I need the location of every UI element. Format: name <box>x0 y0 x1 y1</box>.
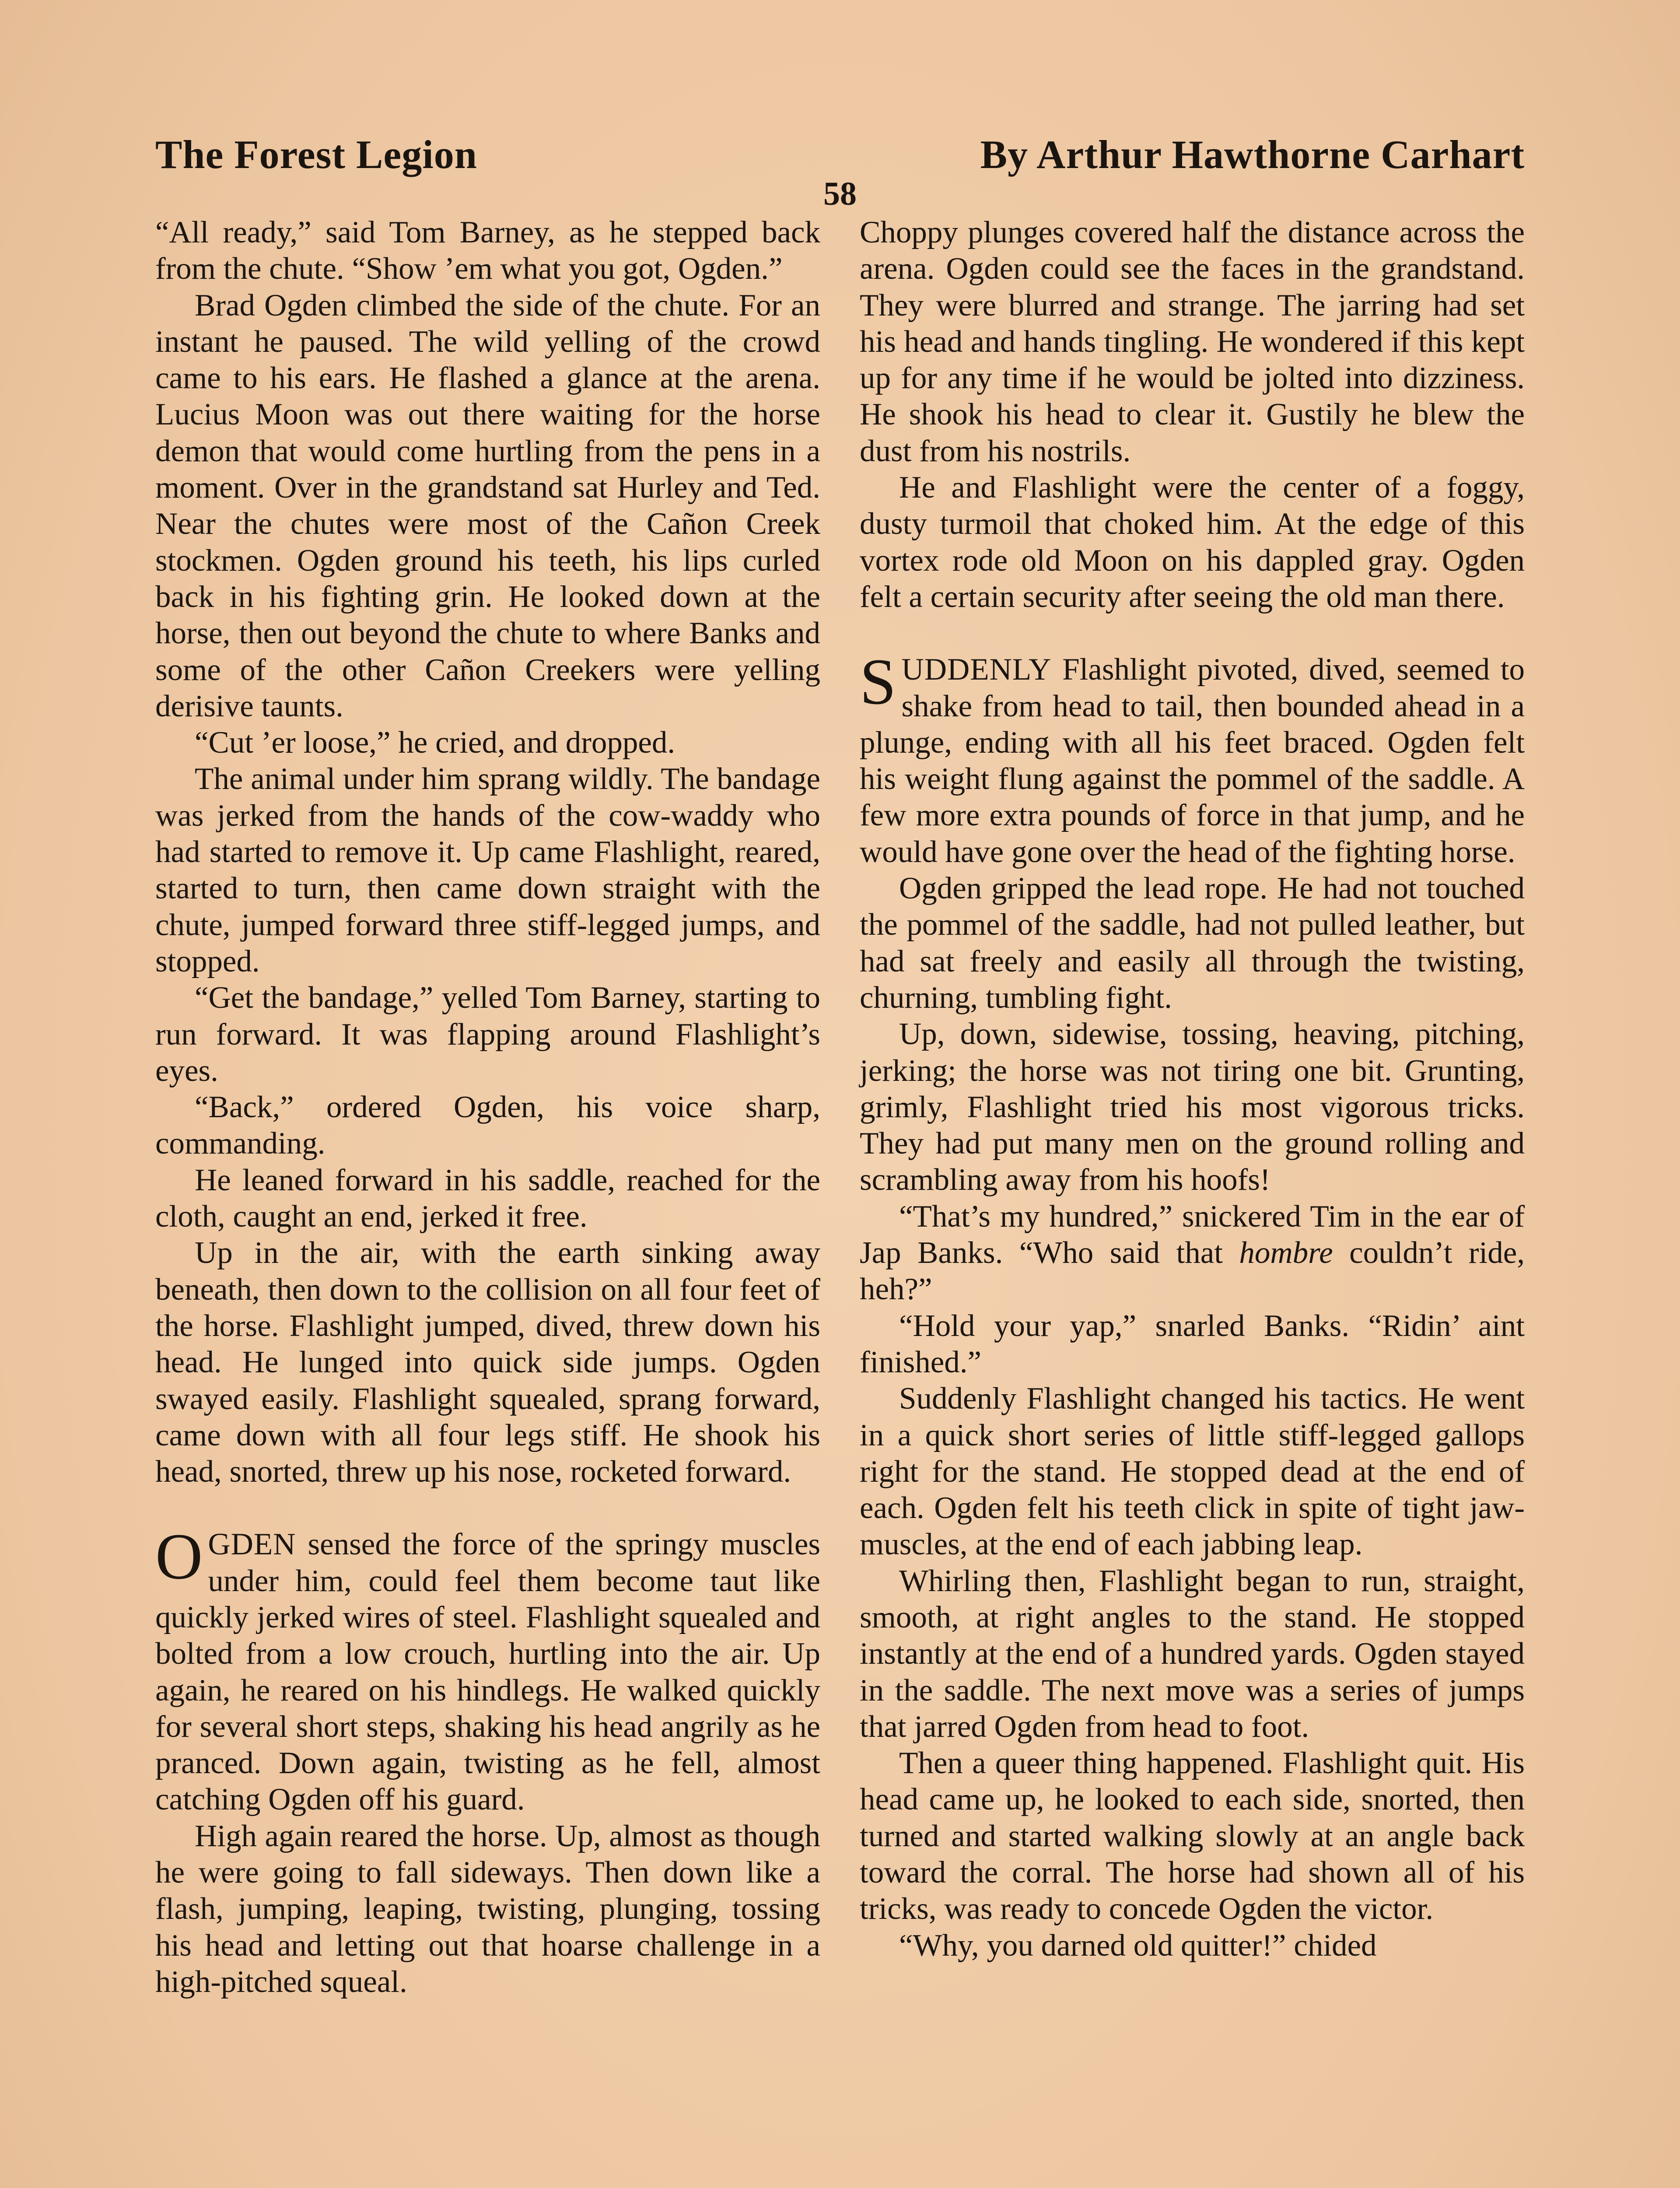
paragraph-text: sensed the force of the springy muscles under him, could feel them become taut like quickly jerked wires of steel. Flashlight squealed and bolted from a low crouch, hurtling into the air. Up again, he reared on his hindlegs. He walked quickly for several short steps, shaking his head angrily as he pranced. Down again, twisting as he fell, almost catching Ogden off his guard. <box>155 1527 820 1817</box>
page-number: 58 <box>823 175 857 212</box>
paragraph: “All ready,” said Tom Barney, as he stepped back from the chute. “Show ’em what you got, Ogden.” <box>155 215 820 286</box>
paragraph: Up, down, sidewise, tossing, heaving, pitching, jerking; the horse was not tiring one bit. Grunting, grimly, Flashlight tried his most vigorous tricks. They had put many men on the ground rolling and scrambling away from his hoofs! <box>860 1017 1525 1197</box>
drop-cap-letter: O <box>155 1520 203 1593</box>
drop-cap-paragraph <box>860 645 1525 870</box>
paragraph: High again reared the horse. Up, almost as though he were going to fall sideways. Then down like a flash, jumping, leaping, twisting, plunging, tossing his head and letting out that hoarse challenge in a high-pitched squeal. <box>155 1819 820 1999</box>
paragraph-text: couldn’t ride, heh?” <box>860 1236 1525 1307</box>
left-column <box>155 214 820 2000</box>
paragraph: Whirling then, Flashlight began to run, straight, smooth, at right angles to the stand. He stopped instantly at the end of a hundred yards. Ogden stayed in the saddle. The next move was a series of jumps that jarred Ogden from head to foot. <box>860 1564 1525 1744</box>
paragraph-text: “That’s my hundred,” snickered Tim in the ear of Jap Banks. “Who said that <box>860 1199 1525 1270</box>
paragraph: Brad Ogden climbed the side of the chute. For an instant he paused. The wild yelling of the crowd came to his ears. He flashed a glance at the arena. Lucius Moon was out there waiting for the horse demon that would come hurtling from the pens in a moment. Over in the grandstand sat Hurley and Ted. Near the chutes were most of the Cañon Creek stockmen. Ogden ground his teeth, his lips curled back in his fighting grin. He looked down at the horse, then out beyond the chute to where Banks and some of the other Cañon Creekers were yelling derisive taunts. <box>155 288 820 723</box>
paragraph: Ogden gripped the lead rope. He had not touched the pommel of the saddle, had not pulled leather, but had sat freely and easily all through the twisting, churning, tumbling fight. <box>860 871 1525 1015</box>
story-title: The Forest Legion <box>155 132 477 177</box>
drop-cap-paragraph <box>155 1520 820 1818</box>
paragraph <box>860 1199 1525 1308</box>
paragraph: Then a queer thing happened. Flashlight quit. His head came up, he looked to each side, snorted, then turned and started walking slowly at an angle back toward the corral. The horse had shown all of his tricks, was ready to concede Ogden the victor. <box>860 1746 1525 1926</box>
paragraph: “Get the bandage,” yelled Tom Barney, starting to run forward. It was flapping around Flashlight’s eyes. <box>155 981 820 1088</box>
paragraph: “Hold your yap,” snarled Banks. “Ridin’ aint finished.” <box>860 1308 1525 1379</box>
drop-cap-word: GDEN <box>208 1527 296 1562</box>
author-byline: By Arthur Hawthorne Carhart <box>980 132 1525 177</box>
paragraph: He leaned forward in his saddle, reached for the cloth, caught an end, jerked it free. <box>155 1163 820 1234</box>
paragraph: Up in the air, with the earth sinking away beneath, then down to the collision on all four feet of the horse. Flashlight jumped, dived, threw down his head. He lunged into quick side jumps. Ogden swayed easily. Flashlight squealed, sprang forward, came down with all four legs stiff. He shook his head, snorted, threw up his nose, rocketed forward. <box>155 1236 820 1489</box>
drop-cap-word: UDDENLY <box>901 652 1052 687</box>
paragraph: “Cut ’er loose,” he cried, and dropped. <box>195 726 676 760</box>
paragraph: The animal under him sprang wildly. The bandage was jerked from the hands of the cow-waddy who had started to remove it. Up came Flashlight, reared, started to turn, then came down straight with the chute, jumped forward three stiff-legged jumps, and stopped. <box>155 762 820 978</box>
paragraph: “Why, you darned old quitter!” chided <box>899 1928 1377 1963</box>
drop-cap-letter: S <box>860 645 896 719</box>
paragraph: Choppy plunges covered half the distance across the arena. Ogden could see the faces in the grandstand. They were blurred and strange. The jarring had set his head and hands tingling. He wondered if this kept up for any time if he would be jolted into dizziness. He shook his head to clear it. Gustily he blew the dust from his nostrils. <box>860 215 1525 468</box>
paragraph: “Back,” ordered Ogden, his voice sharp, commanding. <box>155 1090 820 1161</box>
paragraph: Suddenly Flashlight changed his tactics. He went in a quick short series of little stiff-legged gallops right for the stand. He stopped dead at the end of each. Ogden felt his teeth click in spite of tight jaw-muscles, at the end of each jabbing leap. <box>860 1382 1525 1562</box>
paragraph: He and Flashlight were the center of a foggy, dusty turmoil that choked him. At the edge of this vortex rode old Moon on his dappled gray. Ogden felt a certain security after seeing the old man there. <box>860 470 1525 614</box>
paragraph-text: Flashlight pivoted, dived, seemed to shake from head to tail, then bounded ahead in a plunge, ending with all his feet braced. Ogden felt his weight flung against the pommel of the saddle. A few more extra pounds of force in that jump, and he would have gone over the head of the fighting horse. <box>860 652 1525 869</box>
right-column <box>860 214 1525 1964</box>
italic-word: hombre <box>1239 1236 1333 1270</box>
